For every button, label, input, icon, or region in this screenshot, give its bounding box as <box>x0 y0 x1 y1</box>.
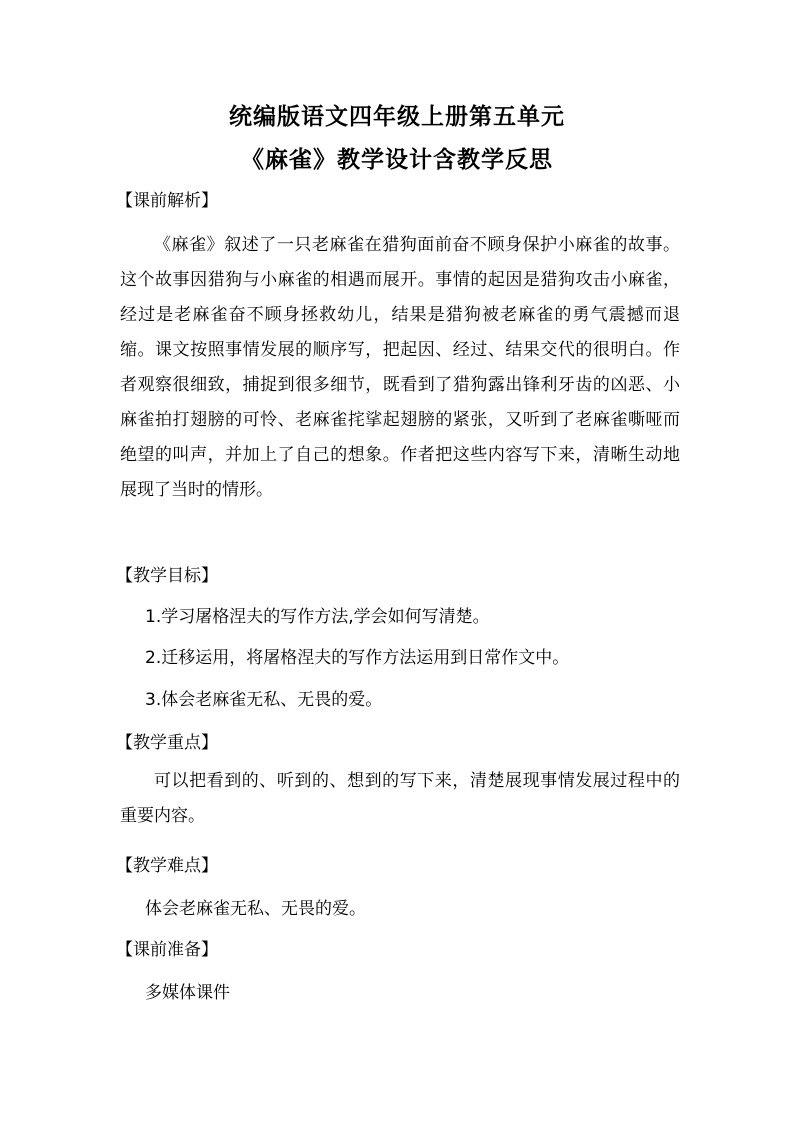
section-heading-difficulties: 【教学难点】 <box>116 856 218 876</box>
goal-item-2: 2.迁移运用，将屠格涅夫的写作方法运用到日常作文中。 <box>145 648 570 668</box>
goal-item-1: 1.学习屠格涅夫的写作方法,学会如何写清楚。 <box>145 607 490 627</box>
document-title-line2: 《麻雀》教学设计含教学反思 <box>241 146 553 173</box>
section-heading-key-points: 【教学重点】 <box>116 733 218 753</box>
goal-item-3: 3.体会老麻雀无私、无畏的爱。 <box>145 690 383 710</box>
section-body-preparation: 多媒体课件 <box>145 983 230 1003</box>
document-title-line1: 统编版语文四年级上册第五单元 <box>229 103 565 130</box>
section-body-key-points: 可以把看到的、听到的、想到的写下来，清楚展现事情发展过程中的重要内容。 <box>120 771 680 826</box>
section-body-difficulties: 体会老麻雀无私、无畏的爱。 <box>145 899 366 919</box>
section-body-pre-analysis: 《麻雀》叙述了一只老麻雀在猎狗面前奋不顾身保护小麻雀的故事。这个故事因猎狗与小麻雀的相遇而展开。事情的起因是猎狗攻击小麻雀，经过是老麻雀奋不顾身拯救幼儿，结果是猎狗被老麻雀的勇气震撼而退缩。课文按照事情发展的顺序写，把起因、经过、结果交代的很明白。作者观察很细致，捕捉到很多细节，既看到了猎狗露出锋利牙齿的凶恶、小麻雀拍打翅膀的可怜、老麻雀挓挲起翅膀的紧张，又听到了老麻雀嘶哑而绝望的叫声，并加上了自己的想象。作者把这些内容写下来，清晰生动地展现了当时的情形。 <box>120 235 680 500</box>
section-heading-pre-analysis: 【课前解析】 <box>116 191 218 211</box>
section-heading-goals: 【教学目标】 <box>116 566 218 586</box>
section-heading-preparation: 【课前准备】 <box>116 940 218 960</box>
